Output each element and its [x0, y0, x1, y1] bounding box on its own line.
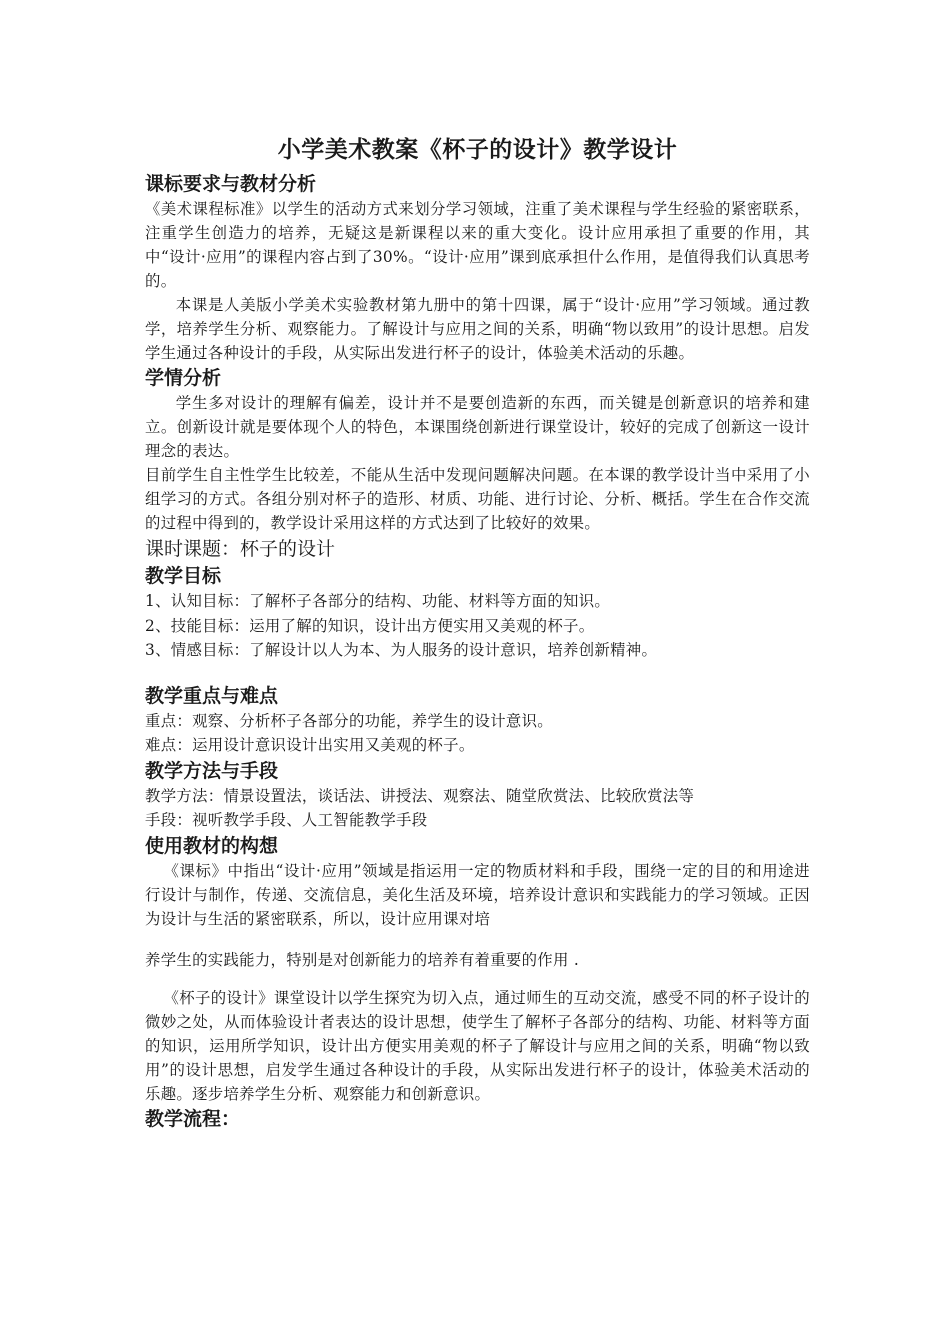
students-paragraph-2: 目前学生自主性学生比较差，不能从生活中发现问题解决问题。在本课的教学设计当中采用了小组学习的方式。各组分别对杯子的造形、材质、功能、进行讨论、分析、概括。学生在合作交流的过程中得到的，教学设计采用这样的方式达到了比较好的效果。: [145, 466, 810, 532]
lesson-topic: 课时课题：杯子的设计: [145, 538, 336, 560]
document-page: [145, 133, 810, 1132]
keypoint-focus: 重点：观察、分析杯子各部分的功能，养学生的设计意识。: [145, 711, 553, 730]
objective-item: 1、认知目标：了解杯子各部分的结构、功能、材料等方面的知识。: [145, 592, 611, 610]
students-paragraph-1: 学生多对设计的理解有偏差，设计并不是要创造新的东西，而关键是创新意识的培养和建立。创新设计就是要体现个人的特色，本课围绕创新进行课堂设计，较好的完成了创新这一设计理念的表达。: [145, 394, 810, 460]
document-title: 小学美术教案《杯子的设计》教学设计: [277, 137, 678, 163]
teaching-method: 教学方法：情景设置法，谈话法、讲授法、观察法、随堂欣赏法、比较欣赏法等: [145, 786, 695, 805]
concept-paragraph-2: 《杯子的设计》课堂设计以学生探究为切入点，通过师生的互动交流，感受不同的杯子设计的微妙之处，从而体验设计者表达的设计思想，使学生了解杯子各部分的结构、功能、材料等方面的知识，运用所学知识，设计出方便实用美观的杯子了解设计与应用之间的关系，明确“物以致用”的设计思想，启发学生通过各种设计的手段，从实际出发进行杯子的设计，体验美术活动的乐趣。逐步培养学生分析、观察能力和创新意识。: [145, 988, 810, 1103]
concept-paragraph-1: 《课标》中指出“设计·应用”领域是指运用一定的物质材料和手段，围绕一定的目的和用途进行设计与制作，传递、交流信息，美化生活及环境，培养设计意识和实践能力的学习领域。正因为设计与生活的紧密联系，所以，设计应用课对培: [145, 861, 810, 928]
objective-item: 2、技能目标：运用了解的知识，设计出方便实用又美观的杯子。: [145, 616, 595, 635]
heading-curriculum: 课标要求与教材分析: [145, 173, 317, 195]
curriculum-paragraph-1: 《美术课程标准》以学生的活动方式来划分学习领域，注重了美术课程与学生经验的紧密联系，注重学生创造力的培养，无疑这是新课程以来的重大变化。设计应用承担了重要的作用，其中“设计·应用”的课程内容占到了30%。“设计·应用”课到底承担什么作用，是值得我们认真思考的。: [145, 200, 810, 290]
heading-students: 学情分析: [145, 367, 222, 389]
heading-objectives: 教学目标: [145, 565, 222, 587]
heading-process: 教学流程：: [145, 1107, 241, 1130]
heading-concept: 使用教材的构想: [145, 834, 279, 857]
spacer: [145, 663, 810, 683]
objective-item: 3、情感目标：了解设计以人为本、为人服务的设计意识，培养创新精神。: [145, 641, 658, 659]
curriculum-paragraph-2: 本课是人美版小学美术实验教材第九册中的第十四课，属于“设计·应用”学习领域。通过教学，培养学生分析、观察能力。了解设计与应用之间的关系，明确“物以致用”的设计思想。启发学生通过各种设计的手段，从实际出发进行杯子的设计，体验美术活动的乐趣。: [145, 296, 810, 362]
teaching-means: 手段：视听教学手段、人工智能教学手段: [145, 811, 428, 829]
keypoint-difficulty: 难点：运用设计意识设计出实用又美观的杯子。: [145, 736, 475, 754]
heading-keypoints: 教学重点与难点: [145, 684, 279, 707]
concept-paragraph-1-continued: 养学生的实践能力，特别是对创新能力的培养有着重要的作用 .: [145, 950, 580, 969]
heading-methods: 教学方法与手段: [145, 759, 279, 782]
